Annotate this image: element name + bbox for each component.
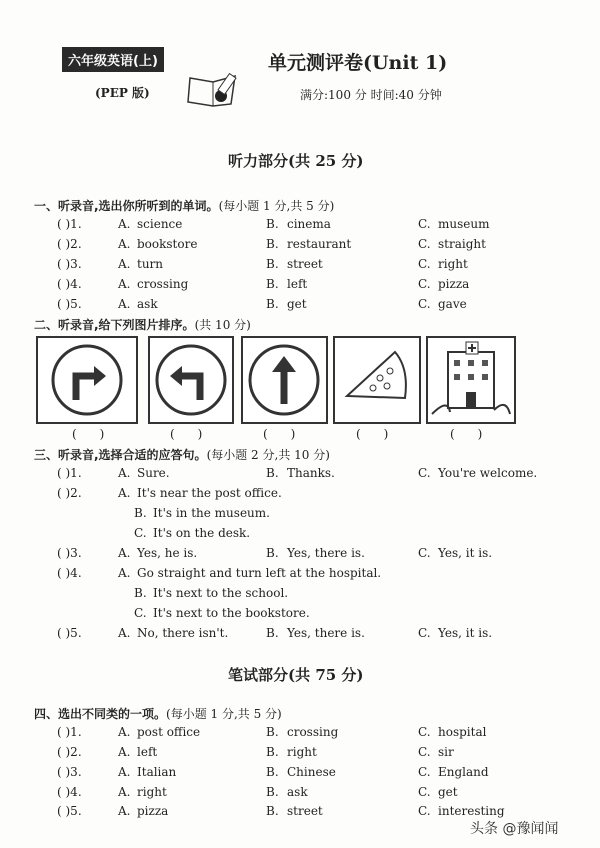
book-pen-icon bbox=[185, 68, 245, 108]
option-letter: B. bbox=[266, 804, 279, 818]
option-letter: B. bbox=[266, 785, 279, 799]
option-a: right bbox=[137, 785, 167, 799]
option-b: It's next to the school. bbox=[153, 586, 289, 600]
option-b: crossing bbox=[287, 725, 339, 739]
option-a: Italian bbox=[137, 765, 177, 779]
option-b: get bbox=[287, 297, 307, 311]
section-note: (每小题 1 分,共 5 分) bbox=[166, 707, 282, 721]
option-letter: C. bbox=[418, 745, 431, 759]
option-c: England bbox=[438, 765, 489, 779]
option-letter: A. bbox=[118, 217, 131, 231]
option-letter: C. bbox=[418, 765, 431, 779]
option-letter: A. bbox=[118, 725, 131, 739]
option-c: It's next to the bookstore. bbox=[153, 606, 310, 620]
option-letter: C. bbox=[418, 217, 431, 231]
option-letter: B. bbox=[266, 257, 279, 271]
question-number[interactable]: ( )2. bbox=[57, 745, 82, 759]
option-a: crossing bbox=[137, 277, 189, 291]
option-a: Sure. bbox=[137, 466, 170, 480]
option-b: ask bbox=[287, 785, 308, 799]
option-letter: C. bbox=[418, 725, 431, 739]
option-c: get bbox=[438, 785, 458, 799]
answer-blank[interactable]: ( ) bbox=[450, 427, 483, 441]
go-straight-sign-icon bbox=[243, 338, 326, 422]
picture-go-straight-sign bbox=[241, 336, 328, 424]
option-letter: B. bbox=[266, 745, 279, 759]
option-letter: B. bbox=[266, 765, 279, 779]
option-letter: B. bbox=[134, 506, 147, 520]
option-b: right bbox=[287, 745, 317, 759]
option-c: sir bbox=[438, 745, 454, 759]
picture-left-turn-sign bbox=[148, 336, 234, 424]
option-letter: B. bbox=[266, 546, 279, 560]
option-letter: C. bbox=[418, 237, 431, 251]
answer-blank[interactable]: ( ) bbox=[170, 427, 203, 441]
option-letter: B. bbox=[266, 626, 279, 640]
section-title: 二、听录音,给下列图片排序。 bbox=[34, 318, 195, 332]
option-letter: A. bbox=[118, 626, 131, 640]
section-3-title bbox=[34, 446, 330, 463]
option-b: Thanks. bbox=[287, 466, 335, 480]
option-a: left bbox=[137, 745, 158, 759]
option-a: post office bbox=[137, 725, 201, 739]
answer-blank[interactable]: ( ) bbox=[356, 427, 389, 441]
option-b: Yes, there is. bbox=[287, 626, 365, 640]
option-b: street bbox=[287, 257, 323, 271]
option-b: street bbox=[287, 804, 323, 818]
question-number[interactable]: ( )3. bbox=[57, 257, 82, 271]
option-c-letter: C. bbox=[418, 546, 431, 560]
option-a: It's near the post office. bbox=[137, 486, 282, 500]
option-letter: B. bbox=[266, 297, 279, 311]
option-letter: B. bbox=[266, 217, 279, 231]
option-letter: B. bbox=[266, 277, 279, 291]
option-letter: B. bbox=[266, 466, 279, 480]
option-letter: A. bbox=[118, 257, 131, 271]
section-title: 四、选出不同类的一项。 bbox=[34, 707, 167, 721]
option-letter: C. bbox=[134, 606, 147, 620]
section-note: (共 10 分) bbox=[194, 318, 251, 332]
option-b: Chinese bbox=[287, 765, 336, 779]
option-letter: B. bbox=[266, 237, 279, 251]
option-letter: A. bbox=[118, 765, 131, 779]
option-c: museum bbox=[438, 217, 490, 231]
pizza-icon bbox=[335, 338, 419, 422]
option-b: Yes, there is. bbox=[287, 546, 365, 560]
option-a: Go straight and turn left at the hospital. bbox=[137, 566, 382, 580]
option-c: It's on the desk. bbox=[153, 526, 251, 540]
picture-hospital bbox=[426, 336, 516, 424]
option-letter: C. bbox=[418, 297, 431, 311]
section-title: 三、听录音,选择合适的应答句。 bbox=[34, 448, 207, 462]
page-title: 单元测评卷(Unit 1) bbox=[268, 52, 448, 74]
question-number[interactable]: ( )4. bbox=[57, 785, 82, 799]
grade-badge: 六年级英语(上) bbox=[62, 47, 164, 72]
option-c: right bbox=[438, 257, 468, 271]
option-c: You're welcome. bbox=[438, 466, 538, 480]
answer-blank[interactable]: ( ) bbox=[72, 427, 105, 441]
section-note: (每小题 2 分,共 10 分) bbox=[206, 448, 330, 462]
answer-blank[interactable]: ( ) bbox=[263, 427, 296, 441]
option-a: ask bbox=[137, 297, 158, 311]
option-letter: A. bbox=[118, 237, 131, 251]
option-letter: A. bbox=[118, 785, 131, 799]
option-b: restaurant bbox=[287, 237, 352, 251]
question-number[interactable]: ( )1. bbox=[57, 217, 82, 231]
option-letter: A. bbox=[118, 804, 131, 818]
option-letter: C. bbox=[418, 277, 431, 291]
option-a: turn bbox=[137, 257, 164, 271]
question-number[interactable]: ( )5. bbox=[57, 626, 82, 640]
question-number[interactable]: ( )1. bbox=[57, 466, 82, 480]
option-letter: A. bbox=[118, 566, 131, 580]
question-number[interactable]: ( )5. bbox=[57, 297, 82, 311]
option-c: straight bbox=[438, 237, 486, 251]
option-letter: C. bbox=[418, 804, 431, 818]
picture-pizza bbox=[333, 336, 421, 424]
option-letter: A. bbox=[118, 486, 131, 500]
option-c: Yes, it is. bbox=[438, 626, 493, 640]
watermark: 头条 @豫闻闻 bbox=[470, 821, 559, 837]
option-letter: A. bbox=[118, 466, 131, 480]
option-c: pizza bbox=[438, 277, 470, 291]
option-letter: A. bbox=[118, 277, 131, 291]
option-letter: A. bbox=[118, 745, 131, 759]
section-4-title bbox=[34, 705, 282, 722]
question-number[interactable]: ( )5. bbox=[57, 804, 82, 818]
section-title: 一、听录音,选出你所听到的单词。 bbox=[34, 199, 219, 213]
option-b: It's in the museum. bbox=[153, 506, 270, 520]
option-letter: A. bbox=[118, 297, 131, 311]
option-c-letter: C. bbox=[418, 626, 431, 640]
option-letter: B. bbox=[134, 586, 147, 600]
option-a: No, there isn't. bbox=[137, 626, 229, 640]
section-note: (每小题 1 分,共 5 分) bbox=[218, 199, 335, 213]
option-a: pizza bbox=[137, 804, 169, 818]
question-number[interactable]: ( )1. bbox=[57, 725, 82, 739]
option-letter: C. bbox=[418, 257, 431, 271]
right-turn-sign-icon bbox=[38, 338, 136, 422]
option-a: bookstore bbox=[137, 237, 198, 251]
option-b: left bbox=[287, 277, 308, 291]
picture-right-turn-sign bbox=[36, 336, 138, 424]
listening-part-title: 听力部分(共 25 分) bbox=[228, 152, 364, 170]
score-time: 满分:100 分 时间:40 分钟 bbox=[300, 88, 442, 102]
question-number[interactable]: ( )3. bbox=[57, 765, 82, 779]
question-number[interactable]: ( )4. bbox=[57, 277, 82, 291]
option-c: hospital bbox=[438, 725, 487, 739]
section-1-title bbox=[34, 197, 334, 214]
left-turn-sign-icon bbox=[150, 338, 232, 422]
option-a: science bbox=[137, 217, 183, 231]
question-number[interactable]: ( )4. bbox=[57, 566, 82, 580]
option-letter: C. bbox=[134, 526, 147, 540]
edition-label: (PEP 版) bbox=[95, 86, 150, 100]
option-letter: A. bbox=[118, 546, 131, 560]
option-letter: C. bbox=[418, 785, 431, 799]
question-number[interactable]: ( )3. bbox=[57, 546, 82, 560]
option-c: gave bbox=[438, 297, 467, 311]
writing-part-title: 笔试部分(共 75 分) bbox=[228, 666, 364, 684]
option-c-letter: C. bbox=[418, 466, 431, 480]
option-a: Yes, he is. bbox=[137, 546, 198, 560]
option-letter: B. bbox=[266, 725, 279, 739]
option-c: interesting bbox=[438, 804, 505, 818]
option-b: cinema bbox=[287, 217, 331, 231]
hospital-icon bbox=[428, 338, 514, 422]
option-c: Yes, it is. bbox=[438, 546, 493, 560]
question-number[interactable]: ( )2. bbox=[57, 486, 82, 500]
section-2-title bbox=[34, 316, 251, 333]
question-number[interactable]: ( )2. bbox=[57, 237, 82, 251]
